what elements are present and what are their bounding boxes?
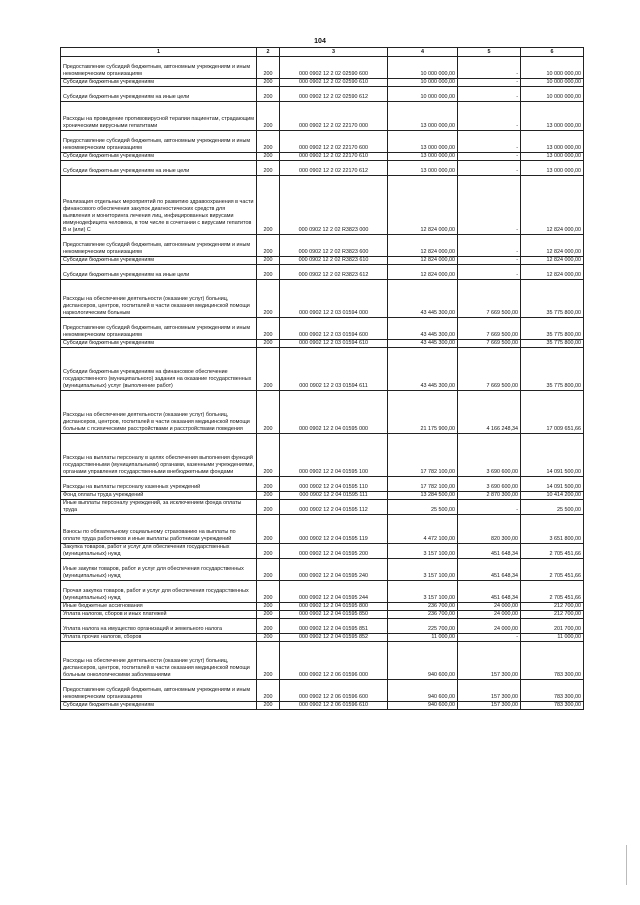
planned-amount-cell: 10 000 000,00 <box>388 57 458 79</box>
item-name-cell: Закупка товаров, работ и услуг для обеспечения государственных (муниципальных) нужд <box>61 544 257 559</box>
ved-code-cell: 200 <box>257 57 280 79</box>
classification-code-cell: 000 0902 12 2 02 02590 610 <box>280 79 388 87</box>
executed-amount-cell: 7 669 500,00 <box>458 280 521 318</box>
executed-amount-cell: - <box>458 161 521 176</box>
executed-amount-cell: 451 648,34 <box>458 581 521 603</box>
classification-code-cell: 000 0902 12 2 06 01596 600 <box>280 680 388 702</box>
executed-amount-cell: - <box>458 57 521 79</box>
classification-code-cell: 000 0902 12 2 03 01594 610 <box>280 340 388 348</box>
remaining-amount-cell: 783 300,00 <box>521 642 584 680</box>
remaining-amount-cell: 25 500,00 <box>521 500 584 515</box>
remaining-amount-cell: 35 775 800,00 <box>521 340 584 348</box>
table-row <box>61 257 584 265</box>
remaining-amount-cell: 12 824 000,00 <box>521 235 584 257</box>
ved-code-cell: 200 <box>257 642 280 680</box>
item-name-cell: Расходы на проведение противовирусной терапии пациентам, страдающим хроническими вирусными гепатитами <box>61 102 257 131</box>
ved-code-cell: 200 <box>257 235 280 257</box>
planned-amount-cell: 11 000,00 <box>388 634 458 642</box>
classification-code-cell: 000 0902 12 2 04 01595 119 <box>280 515 388 544</box>
executed-amount-cell: 7 669 500,00 <box>458 348 521 391</box>
remaining-amount-cell: 3 651 800,00 <box>521 515 584 544</box>
classification-code-cell: 000 0902 12 2 03 01594 600 <box>280 318 388 340</box>
remaining-amount-cell: 10 000 000,00 <box>521 79 584 87</box>
item-name-cell: Иные бюджетные ассигнования <box>61 603 257 611</box>
item-name-cell: Субсидии бюджетным учреждениям <box>61 340 257 348</box>
table-row <box>61 642 584 680</box>
classification-code-cell: 000 0902 12 2 04 01595 850 <box>280 611 388 619</box>
classification-code-cell: 000 0902 12 2 02 22170 000 <box>280 102 388 131</box>
classification-code-cell: 000 0902 12 2 04 01595 111 <box>280 492 388 500</box>
ved-code-cell: 200 <box>257 477 280 492</box>
table-row <box>61 559 584 581</box>
planned-amount-cell: 43 445 300,00 <box>388 348 458 391</box>
executed-amount-cell: - <box>458 176 521 235</box>
table-row <box>61 477 584 492</box>
remaining-amount-cell: 12 824 000,00 <box>521 176 584 235</box>
item-name-cell: Расходы на выплаты персоналу казенных учреждений <box>61 477 257 492</box>
table-row <box>61 57 584 79</box>
item-name-cell: Субсидии бюджетным учреждениям <box>61 702 257 710</box>
classification-code-cell: 000 0902 12 2 02 02590 600 <box>280 57 388 79</box>
planned-amount-cell: 13 284 500,00 <box>388 492 458 500</box>
table-row <box>61 131 584 153</box>
ved-code-cell: 200 <box>257 434 280 477</box>
ved-code-cell: 200 <box>257 559 280 581</box>
planned-amount-cell: 940 600,00 <box>388 702 458 710</box>
planned-amount-cell: 10 000 000,00 <box>388 79 458 87</box>
item-name-cell: Иные выплаты персоналу учреждений, за исключением фонда оплаты труда <box>61 500 257 515</box>
planned-amount-cell: 225 700,00 <box>388 619 458 634</box>
ved-code-cell: 200 <box>257 544 280 559</box>
executed-amount-cell: - <box>458 500 521 515</box>
planned-amount-cell: 13 000 000,00 <box>388 161 458 176</box>
item-name-cell: Предоставление субсидий бюджетным, автономным учреждениям и иным некоммерческим организациям <box>61 131 257 153</box>
executed-amount-cell: 2 870 300,00 <box>458 492 521 500</box>
classification-code-cell: 000 0902 12 2 04 01595 110 <box>280 477 388 492</box>
ved-code-cell: 200 <box>257 131 280 153</box>
classification-code-cell: 000 0902 12 2 02 22170 610 <box>280 153 388 161</box>
column-header: 4 <box>388 48 458 57</box>
planned-amount-cell: 13 000 000,00 <box>388 153 458 161</box>
planned-amount-cell: 12 824 000,00 <box>388 176 458 235</box>
planned-amount-cell: 17 782 100,00 <box>388 434 458 477</box>
table-row <box>61 680 584 702</box>
ved-code-cell: 200 <box>257 161 280 176</box>
planned-amount-cell: 43 445 300,00 <box>388 340 458 348</box>
table-row <box>61 634 584 642</box>
executed-amount-cell: 3 690 600,00 <box>458 434 521 477</box>
planned-amount-cell: 13 000 000,00 <box>388 131 458 153</box>
table-row <box>61 176 584 235</box>
executed-amount-cell: - <box>458 102 521 131</box>
executed-amount-cell: 157 300,00 <box>458 642 521 680</box>
item-name-cell: Уплата налогов, сборов и иных платежей <box>61 611 257 619</box>
ved-code-cell: 200 <box>257 492 280 500</box>
table-row <box>61 102 584 131</box>
ved-code-cell: 200 <box>257 515 280 544</box>
table-row <box>61 619 584 634</box>
item-name-cell: Субсидии бюджетным учреждениям <box>61 153 257 161</box>
remaining-amount-cell: 783 300,00 <box>521 702 584 710</box>
classification-code-cell: 000 0902 12 2 04 01595 240 <box>280 559 388 581</box>
remaining-amount-cell: 13 000 000,00 <box>521 131 584 153</box>
remaining-amount-cell: 2 705 451,66 <box>521 559 584 581</box>
table-row <box>61 348 584 391</box>
item-name-cell: Иные закупки товаров, работ и услуг для обеспечения государственных (муниципальных) нужд <box>61 559 257 581</box>
classification-code-cell: 000 0902 12 2 04 01595 244 <box>280 581 388 603</box>
ved-code-cell: 200 <box>257 611 280 619</box>
executed-amount-cell: 451 648,34 <box>458 559 521 581</box>
ved-code-cell: 200 <box>257 102 280 131</box>
remaining-amount-cell: 201 700,00 <box>521 619 584 634</box>
item-name-cell: Расходы на обеспечение деятельности (оказание услуг) больниц, диспансеров, центров, госпиталей в части оказания медицинской помощи наркологическим больным <box>61 280 257 318</box>
remaining-amount-cell: 10 414 200,00 <box>521 492 584 500</box>
planned-amount-cell: 21 175 900,00 <box>388 391 458 434</box>
planned-amount-cell: 43 445 300,00 <box>388 280 458 318</box>
planned-amount-cell: 3 157 100,00 <box>388 581 458 603</box>
executed-amount-cell: - <box>458 235 521 257</box>
table-row <box>61 153 584 161</box>
ved-code-cell: 200 <box>257 581 280 603</box>
ved-code-cell: 200 <box>257 391 280 434</box>
item-name-cell: Прочая закупка товаров, работ и услуг для обеспечения государственных (муниципальных) нужд <box>61 581 257 603</box>
remaining-amount-cell: 35 775 800,00 <box>521 318 584 340</box>
remaining-amount-cell: 13 000 000,00 <box>521 102 584 131</box>
executed-amount-cell: 24 000,00 <box>458 619 521 634</box>
classification-code-cell: 000 0902 12 2 02 R3823 610 <box>280 257 388 265</box>
table-row <box>61 500 584 515</box>
item-name-cell: Субсидии бюджетным учреждениям на иные цели <box>61 87 257 102</box>
classification-code-cell: 000 0902 12 2 04 01595 852 <box>280 634 388 642</box>
column-header: 6 <box>521 48 584 57</box>
classification-code-cell: 000 0902 12 2 04 01595 112 <box>280 500 388 515</box>
table-row <box>61 318 584 340</box>
table-row <box>61 492 584 500</box>
table-row <box>61 161 584 176</box>
remaining-amount-cell: 12 824 000,00 <box>521 257 584 265</box>
classification-code-cell: 000 0902 12 2 02 R3823 612 <box>280 265 388 280</box>
item-name-cell: Расходы на обеспечение деятельности (оказание услуг) больниц, диспансеров, центров, госпиталей в части оказания медицинской помощи больным онкологическими заболеваниями <box>61 642 257 680</box>
executed-amount-cell: 820 300,00 <box>458 515 521 544</box>
ved-code-cell: 200 <box>257 603 280 611</box>
ved-code-cell: 200 <box>257 257 280 265</box>
remaining-amount-cell: 2 705 451,66 <box>521 581 584 603</box>
ved-code-cell: 200 <box>257 702 280 710</box>
item-name-cell: Предоставление субсидий бюджетным, автономным учреждениям и иным некоммерческим организациям <box>61 57 257 79</box>
classification-code-cell: 000 0902 12 2 04 01595 851 <box>280 619 388 634</box>
remaining-amount-cell: 35 775 800,00 <box>521 348 584 391</box>
planned-amount-cell: 940 600,00 <box>388 680 458 702</box>
item-name-cell: Уплата налога на имущество организаций и земельного налога <box>61 619 257 634</box>
item-name-cell: Предоставление субсидий бюджетным, автономным учреждениям и иным некоммерческим организациям <box>61 680 257 702</box>
table-row <box>61 702 584 710</box>
ved-code-cell: 200 <box>257 176 280 235</box>
planned-amount-cell: 43 445 300,00 <box>388 318 458 340</box>
executed-amount-cell: 4 166 248,34 <box>458 391 521 434</box>
ved-code-cell: 200 <box>257 280 280 318</box>
remaining-amount-cell: 10 000 000,00 <box>521 57 584 79</box>
executed-amount-cell: - <box>458 153 521 161</box>
remaining-amount-cell: 11 000,00 <box>521 634 584 642</box>
ved-code-cell: 200 <box>257 265 280 280</box>
classification-code-cell: 000 0902 12 2 02 R3823 000 <box>280 176 388 235</box>
remaining-amount-cell: 13 000 000,00 <box>521 153 584 161</box>
classification-code-cell: 000 0902 12 2 06 01596 000 <box>280 642 388 680</box>
item-name-cell: Субсидии бюджетным учреждениям <box>61 257 257 265</box>
planned-amount-cell: 12 824 000,00 <box>388 265 458 280</box>
remaining-amount-cell: 35 775 800,00 <box>521 280 584 318</box>
planned-amount-cell: 236 700,00 <box>388 603 458 611</box>
remaining-amount-cell: 14 091 500,00 <box>521 477 584 492</box>
ved-code-cell: 200 <box>257 500 280 515</box>
planned-amount-cell: 10 000 000,00 <box>388 87 458 102</box>
planned-amount-cell: 17 782 100,00 <box>388 477 458 492</box>
column-header: 1 <box>61 48 257 57</box>
remaining-amount-cell: 2 705 451,66 <box>521 544 584 559</box>
planned-amount-cell: 3 157 100,00 <box>388 559 458 581</box>
executed-amount-cell: - <box>458 79 521 87</box>
remaining-amount-cell: 12 824 000,00 <box>521 265 584 280</box>
item-name-cell: Субсидии бюджетным учреждениям на иные цели <box>61 161 257 176</box>
remaining-amount-cell: 13 000 000,00 <box>521 161 584 176</box>
ved-code-cell: 200 <box>257 87 280 102</box>
ved-code-cell: 200 <box>257 634 280 642</box>
planned-amount-cell: 236 700,00 <box>388 611 458 619</box>
item-name-cell: Расходы на выплаты персоналу в целях обеспечения выполнения функций государственными (муниципальными) органами, казенными учреждениями, органами управления государственными внебюджетными фондами <box>61 434 257 477</box>
table-row <box>61 235 584 257</box>
table-row <box>61 611 584 619</box>
executed-amount-cell: 157 300,00 <box>458 680 521 702</box>
classification-code-cell: 000 0902 12 2 04 01595 800 <box>280 603 388 611</box>
column-header: 2 <box>257 48 280 57</box>
remaining-amount-cell: 212 700,00 <box>521 611 584 619</box>
item-name-cell: Взносы по обязательному социальному страхованию на выплаты по оплате труда работников и иные выплаты работникам учреждений <box>61 515 257 544</box>
executed-amount-cell: - <box>458 131 521 153</box>
planned-amount-cell: 4 472 100,00 <box>388 515 458 544</box>
classification-code-cell: 000 0902 12 2 02 22170 600 <box>280 131 388 153</box>
table-row <box>61 581 584 603</box>
ved-code-cell: 200 <box>257 153 280 161</box>
remaining-amount-cell: 212 700,00 <box>521 603 584 611</box>
page-number: 104 <box>314 38 326 45</box>
scan-edge-mark <box>626 845 627 885</box>
classification-code-cell: 000 0902 12 2 02 22170 612 <box>280 161 388 176</box>
ved-code-cell: 200 <box>257 348 280 391</box>
table-row <box>61 544 584 559</box>
remaining-amount-cell: 17 009 651,66 <box>521 391 584 434</box>
item-name-cell: Расходы на обеспечение деятельности (оказание услуг) больниц, диспансеров, центров, госпиталей в части оказания медицинской помощи больным с психическими расстройствами и расстройствами поведения <box>61 391 257 434</box>
executed-amount-cell: 157 300,00 <box>458 702 521 710</box>
executed-amount-cell: 451 648,34 <box>458 544 521 559</box>
classification-code-cell: 000 0902 12 2 06 01596 610 <box>280 702 388 710</box>
planned-amount-cell: 12 824 000,00 <box>388 257 458 265</box>
column-header: 3 <box>280 48 388 57</box>
planned-amount-cell: 25 500,00 <box>388 500 458 515</box>
table-row <box>61 79 584 87</box>
table-row <box>61 434 584 477</box>
table-row <box>61 87 584 102</box>
classification-code-cell: 000 0902 12 2 02 02590 612 <box>280 87 388 102</box>
table-row <box>61 340 584 348</box>
executed-amount-cell: - <box>458 257 521 265</box>
item-name-cell: Субсидии бюджетным учреждениям <box>61 79 257 87</box>
column-number-header-row <box>61 48 584 57</box>
planned-amount-cell: 940 600,00 <box>388 642 458 680</box>
item-name-cell: Субсидии бюджетным учреждениям на финансовое обеспечение государственного (муниципального) задания на оказание государственных (муниципальных) услуг (выполнение работ) <box>61 348 257 391</box>
executed-amount-cell: 7 669 500,00 <box>458 340 521 348</box>
item-name-cell: Субсидии бюджетным учреждениям на иные цели <box>61 265 257 280</box>
ved-code-cell: 200 <box>257 79 280 87</box>
remaining-amount-cell: 783 300,00 <box>521 680 584 702</box>
ved-code-cell: 200 <box>257 340 280 348</box>
classification-code-cell: 000 0902 12 2 03 01594 611 <box>280 348 388 391</box>
executed-amount-cell: - <box>458 87 521 102</box>
classification-code-cell: 000 0902 12 2 02 R3823 600 <box>280 235 388 257</box>
executed-amount-cell: - <box>458 265 521 280</box>
planned-amount-cell: 12 824 000,00 <box>388 235 458 257</box>
item-name-cell: Реализация отдельных мероприятий по развитию здравоохранения в части финансового обеспечения закупок диагностических средств для выявления и мониторинга лечения лиц, инфицированных вирусами иммунодефицита человека, в том числе в сочетании с вирусами гепатитов В и (или) С <box>61 176 257 235</box>
classification-code-cell: 000 0902 12 2 04 01595 200 <box>280 544 388 559</box>
ved-code-cell: 200 <box>257 619 280 634</box>
executed-amount-cell: 24 000,00 <box>458 611 521 619</box>
planned-amount-cell: 3 157 100,00 <box>388 544 458 559</box>
table-row <box>61 603 584 611</box>
ved-code-cell: 200 <box>257 318 280 340</box>
budget-execution-table <box>60 47 584 710</box>
item-name-cell: Уплата прочих налогов, сборов <box>61 634 257 642</box>
ved-code-cell: 200 <box>257 680 280 702</box>
table-row <box>61 515 584 544</box>
remaining-amount-cell: 10 000 000,00 <box>521 87 584 102</box>
item-name-cell: Предоставление субсидий бюджетным, автономным учреждениям и иным некоммерческим организациям <box>61 235 257 257</box>
table-row <box>61 265 584 280</box>
table-row <box>61 391 584 434</box>
table-row <box>61 280 584 318</box>
executed-amount-cell: 24 000,00 <box>458 603 521 611</box>
executed-amount-cell: 7 669 500,00 <box>458 318 521 340</box>
item-name-cell: Предоставление субсидий бюджетным, автономным учреждениям и иным некоммерческим организациям <box>61 318 257 340</box>
classification-code-cell: 000 0902 12 2 04 01595 100 <box>280 434 388 477</box>
classification-code-cell: 000 0902 12 2 03 01594 000 <box>280 280 388 318</box>
remaining-amount-cell: 14 091 500,00 <box>521 434 584 477</box>
classification-code-cell: 000 0902 12 2 04 01595 000 <box>280 391 388 434</box>
column-header: 5 <box>458 48 521 57</box>
item-name-cell: Фонд оплаты труда учреждений <box>61 492 257 500</box>
executed-amount-cell: 3 690 600,00 <box>458 477 521 492</box>
executed-amount-cell: - <box>458 634 521 642</box>
planned-amount-cell: 13 000 000,00 <box>388 102 458 131</box>
